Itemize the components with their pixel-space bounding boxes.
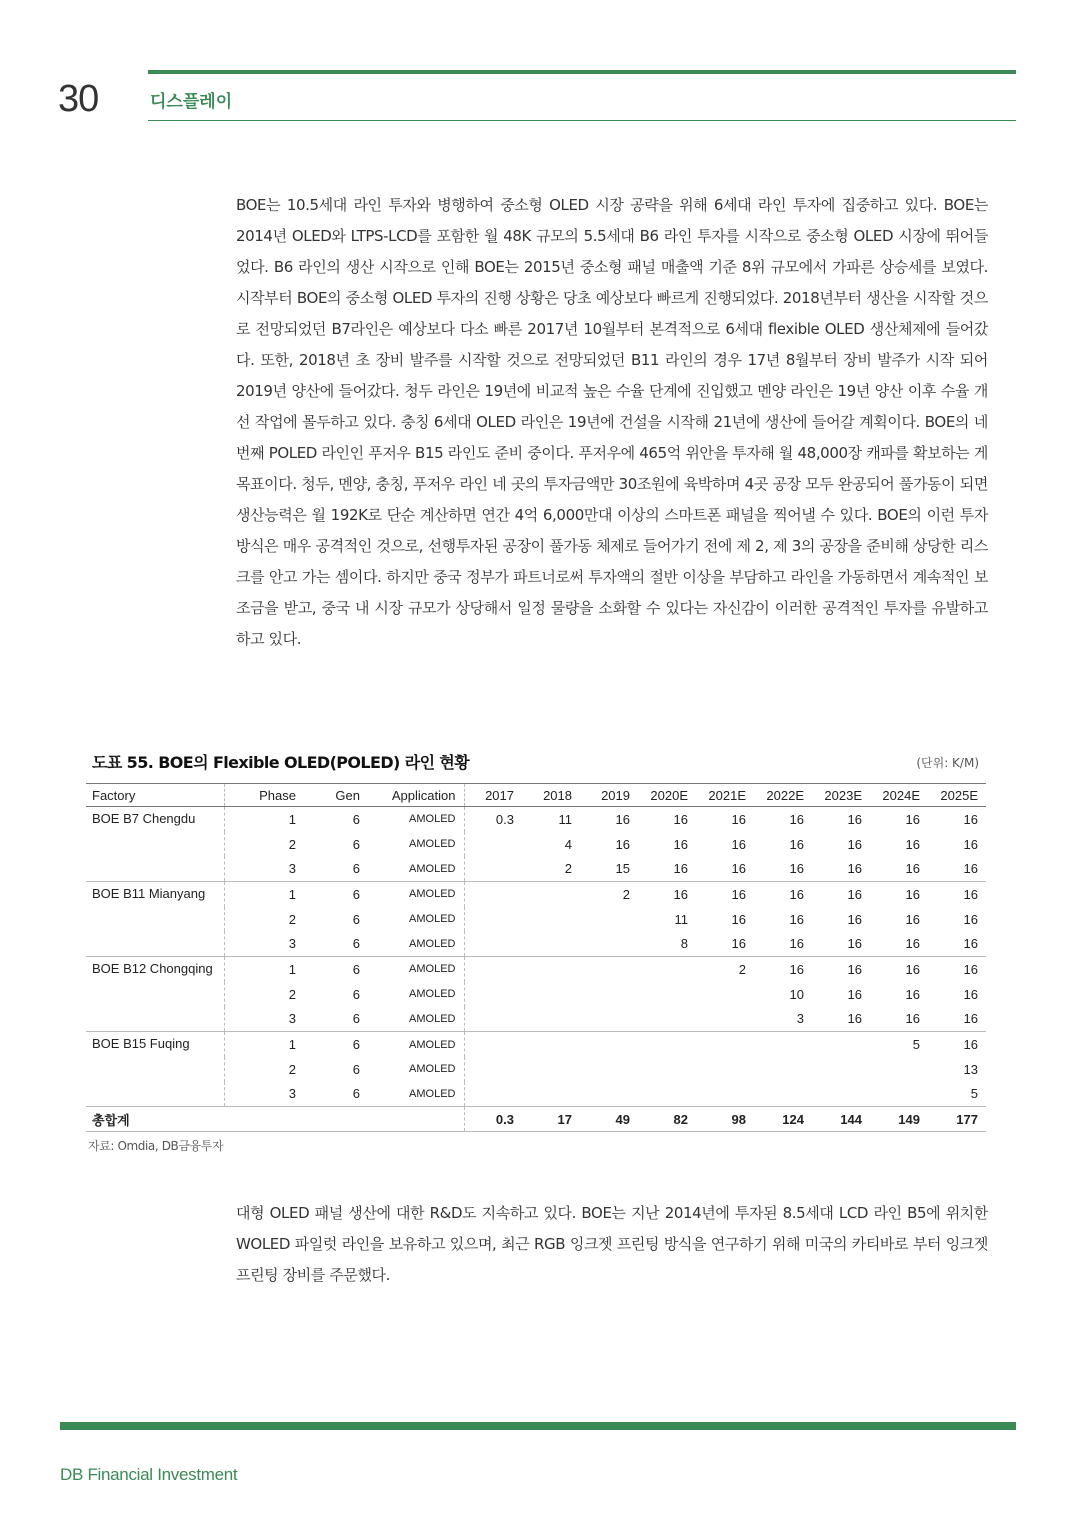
column-header: 2025E	[928, 784, 986, 807]
table-cell: 16	[905, 811, 920, 827]
body-paragraph-2: 대형 OLED 패널 생산에 대한 R&D도 지속하고 있다. BOE는 지난 2014년에 투자된 8.5세대 LCD 라인 B5에 위치한 WOLED 파일럿 라인을 보유하고 있으며, 최근 RGB 잉크젯 프린팅 방식을 연구하기 위해 미국의 카티바로 부터 잉크젯 프린팅 장비를 주문했다.	[236, 1204, 988, 1284]
table-cell	[580, 1007, 638, 1032]
table-cell	[638, 1082, 696, 1107]
table-cell: 2	[522, 856, 580, 881]
factory-cell: BOE B15 Fuqing	[86, 1032, 224, 1107]
factory-cell: BOE B12 Chongqing	[86, 957, 224, 1032]
table-cell: 16	[847, 911, 862, 927]
table-cell: AMOLED	[368, 1082, 464, 1107]
table-cell: 2	[224, 1057, 304, 1082]
table-cell	[522, 982, 580, 1007]
table-cell: 16	[905, 886, 920, 902]
column-header: 2018	[522, 784, 580, 807]
table-cell	[522, 1032, 580, 1057]
header-accent-bar	[148, 70, 1016, 74]
table-cell: AMOLED	[409, 988, 456, 1001]
table-cell: 16	[696, 856, 754, 881]
column-header: 2020E	[638, 784, 696, 807]
table-cell: 16	[905, 961, 920, 977]
table-cell: 16	[905, 836, 920, 852]
table-cell: 2	[738, 961, 746, 977]
total-cell: 177	[928, 1107, 986, 1132]
column-header: Gen	[304, 784, 368, 807]
table-cell: 16	[847, 811, 862, 827]
footer-accent-bar	[60, 1422, 1016, 1430]
table-cell	[580, 931, 638, 956]
column-header: 2022E	[754, 784, 812, 807]
column-header: 2023E	[812, 784, 870, 807]
table-cell: 16	[870, 931, 928, 956]
total-cell: 17	[522, 1107, 580, 1132]
table-cell	[464, 931, 522, 956]
table-cell: 6	[352, 886, 360, 902]
table-cell: AMOLED	[409, 838, 456, 851]
table-cell: 16	[928, 931, 986, 956]
table-cell	[464, 982, 522, 1007]
table-cell: AMOLED	[368, 1007, 464, 1032]
table-cell: 3	[224, 1007, 304, 1032]
table-cell: 6	[304, 931, 368, 956]
table-cell: 2	[224, 832, 304, 857]
table-cell	[638, 982, 696, 1007]
table-cell: AMOLED	[409, 1038, 456, 1051]
table-row	[86, 882, 986, 907]
table-cell: 11	[558, 811, 572, 827]
table-cell: 1	[224, 957, 304, 982]
table-cell: 2	[224, 907, 304, 932]
table-cell: 3	[224, 1082, 304, 1107]
table-cell: 16	[905, 986, 920, 1002]
table-header-row	[86, 784, 986, 807]
table-cell: 16	[847, 961, 862, 977]
body-paragraph-1: BOE는 10.5세대 라인 투자와 병행하여 중소형 OLED 시장 공략을 위해 6세대 라인 투자에 집중하고 있다. BOE는 2014년 OLED와 LTPS-LCD를 포함한 월 48K 규모의 5.5세대 B6 라인 투자를 시작으로 중소형 OLED 시장에 뛰어들었다. B6 라인의 생산 시작으로 인해 BOE는 2015년 중소형 패널 매출액 기준 8위 규모에서 가파른 상승세를 보였다. 시작부터 BOE의 중소형 OLED 투자의 진행 상황은 당초 예상보다 빠르게 진행되었다. 2018년부터 생산을 시작할 것으로 전망되었던 B7라인은 예상보다 다소 빠른 2017년 10월부터 본격적으로 6세대 flexible OLED 생산체제에 들어갔다. 또한, 2018년 초 장비 발주를 시작할 것으로 전망되었던 B11 라인의 경우 17년 8월부터 장비 발주가 시작 되어 2019년 양산에 들어갔다. 청두 라인은 19년에 비교적 높은 수율 단계에 진입했고 멘양 라인은 19년 양산 이후 수율 개선 작업에 몰두하고 있다. 충칭 6세대 OLED 라인은 19년에 건설을 시작해 21년에 생산에 들어갈 계획이다. BOE의 네번째 POLED 라인인 푸저우 B15 라인도 준비 중이다. 푸저우에 465억 위안을 투자해 월 48,000장 캐파를 확보하는 게 목표이다. 청두, 멘양, 충칭, 푸저우 라인 네 곳의 투자금액만 30조원에 육박하며 4곳 공장 모두 완공되어 풀가동이 되면 생산능력은 월 192K로 단순 계산하면 연간 4억 6,000만대 이상의 스마트폰 패널을 찍어낼 수 있다. BOE의 이런 투자 방식은 매우 공격적인 것으로, 선행투자된 공장이 풀가동 체제로 들어가기 전에 제 2, 제 3의 공장을 준비해 상당한 리스크를 안고 가는 셈이다. 하지만 중국 정부가 파트너로써 투자액의 절반 이상을 부담하고 라인을 가동하면서 계속적인 보조금을 받고, 중국 내 시장 규모가 상당해서 일정 물량을 소화할 수 있다는 자신감이 이러한 공격적인 투자를 유발하고 하고 있다.	[236, 196, 988, 648]
table-cell: 16	[812, 1007, 870, 1032]
table-cell: AMOLED	[368, 856, 464, 881]
table-cell	[580, 907, 638, 932]
table-cell: 16	[673, 836, 688, 852]
table-cell: 16	[789, 961, 804, 977]
table-cell: 6	[304, 1007, 368, 1032]
table-cell: AMOLED	[409, 1063, 456, 1076]
table-cell: AMOLED	[409, 888, 456, 901]
poled-line-table	[86, 783, 986, 1132]
total-cell: 124	[754, 1107, 812, 1132]
column-header: 2019	[580, 784, 638, 807]
table-cell: 6	[304, 856, 368, 881]
table-cell: 16	[731, 811, 746, 827]
table-cell: 16	[847, 886, 862, 902]
table-cell	[580, 1032, 638, 1057]
header-rule	[148, 120, 1016, 121]
page-number: 30	[58, 78, 99, 120]
table-cell: 16	[754, 931, 812, 956]
table-cell: 4	[564, 836, 572, 852]
table-cell	[464, 1057, 522, 1082]
table-cell	[580, 1057, 638, 1082]
table-cell	[638, 957, 696, 982]
table-cell: 6	[352, 1037, 360, 1053]
column-header: Application	[368, 784, 464, 807]
table-cell: 16	[905, 911, 920, 927]
table-cell: 16	[847, 836, 862, 852]
total-cell: 0.3	[464, 1107, 522, 1132]
table-cell: 16	[789, 911, 804, 927]
table-cell	[464, 957, 522, 982]
table-cell: 16	[754, 856, 812, 881]
table-cell: 16	[963, 911, 978, 927]
table-cell	[464, 907, 522, 932]
table-cell: 6	[352, 986, 360, 1002]
table-cell	[696, 1082, 754, 1107]
factory-cell: BOE B7 Chengdu	[86, 807, 224, 882]
total-cell: 49	[580, 1107, 638, 1132]
column-header: 2017	[464, 784, 522, 807]
table-cell: 16	[963, 886, 978, 902]
table-source: 자료: Omdia, DB금융투자	[88, 1139, 224, 1153]
table-cell: 16	[870, 856, 928, 881]
table-cell	[638, 1057, 696, 1082]
table-cell: 16	[812, 856, 870, 881]
table-cell	[754, 1057, 812, 1082]
section-title: 디스플레이	[150, 92, 233, 112]
table-cell: 2	[224, 982, 304, 1007]
table-cell: 1	[224, 882, 304, 907]
table-cell	[464, 1082, 522, 1107]
table-cell: 6	[304, 1082, 368, 1107]
table-cell: 16	[638, 856, 696, 881]
table-cell: AMOLED	[409, 963, 456, 976]
table-body	[86, 807, 986, 1132]
table-cell: 13	[963, 1061, 978, 1077]
table-cell	[696, 1007, 754, 1032]
table-cell: 16	[870, 1007, 928, 1032]
table-cell: 16	[696, 931, 754, 956]
table-cell: 16	[789, 811, 804, 827]
table-cell	[522, 931, 580, 956]
column-header: Factory	[86, 784, 224, 807]
table-cell: 16	[963, 1037, 978, 1053]
table-cell	[522, 1057, 580, 1082]
table-cell	[522, 907, 580, 932]
table-cell: 16	[615, 811, 630, 827]
table-cell: 6	[352, 1061, 360, 1077]
table-cell: 16	[789, 836, 804, 852]
table-row	[86, 957, 986, 982]
table-cell	[638, 1007, 696, 1032]
table-cell	[870, 1057, 928, 1082]
table-cell: AMOLED	[409, 913, 456, 926]
table-cell	[464, 1007, 522, 1032]
table-cell	[522, 1082, 580, 1107]
table-cell: 16	[731, 836, 746, 852]
table-cell	[464, 882, 522, 907]
table-cell: 6	[352, 811, 360, 827]
table-row	[86, 1032, 986, 1057]
table-cell: 16	[963, 986, 978, 1002]
table-cell	[464, 1032, 522, 1057]
total-label: 총합계	[86, 1107, 464, 1132]
table-cell	[812, 1082, 870, 1107]
table-cell: 11	[674, 911, 688, 927]
table-cell: 5	[912, 1037, 920, 1053]
table-cell: 16	[731, 886, 746, 902]
table-cell	[522, 957, 580, 982]
table-cell: 3	[754, 1007, 812, 1032]
table-caption: 도표 55. BOE의 Flexible OLED(POLED) 라인 현황	[92, 753, 470, 772]
table-cell: 16	[847, 986, 862, 1002]
table-cell: 16	[812, 931, 870, 956]
table-cell: 16	[963, 836, 978, 852]
table-cell	[870, 1082, 928, 1107]
table-cell	[522, 882, 580, 907]
table-cell: 16	[963, 811, 978, 827]
factory-cell: BOE B11 Mianyang	[86, 882, 224, 957]
table-cell: AMOLED	[368, 931, 464, 956]
table-cell: 0.3	[464, 807, 522, 832]
table-cell	[754, 1032, 812, 1057]
table-cell: 1	[224, 807, 304, 832]
table-cell	[580, 982, 638, 1007]
total-row	[86, 1107, 986, 1132]
table-cell	[696, 1032, 754, 1057]
total-cell: 149	[870, 1107, 928, 1132]
table-cell: 16	[615, 836, 630, 852]
table-row	[86, 807, 986, 832]
table-cell	[754, 1082, 812, 1107]
total-cell: 82	[638, 1107, 696, 1132]
table-cell: 15	[580, 856, 638, 881]
table-cell	[696, 982, 754, 1007]
table-cell	[638, 1032, 696, 1057]
table-cell	[812, 1057, 870, 1082]
table-cell	[464, 832, 522, 857]
column-header: 2024E	[870, 784, 928, 807]
table-cell	[696, 1057, 754, 1082]
table-cell: 16	[673, 811, 688, 827]
table-cell: 16	[928, 856, 986, 881]
table-cell	[464, 856, 522, 881]
table-cell: 6	[352, 911, 360, 927]
table-cell: 16	[963, 961, 978, 977]
table-unit: (단위: K/M)	[916, 756, 979, 770]
table-cell: 16	[731, 911, 746, 927]
table-cell: 6	[352, 961, 360, 977]
table-cell: 8	[638, 931, 696, 956]
column-header: 2021E	[696, 784, 754, 807]
table-cell: 1	[224, 1032, 304, 1057]
table-cell: 16	[673, 886, 688, 902]
table-cell	[522, 1007, 580, 1032]
table-cell	[812, 1032, 870, 1057]
table-cell: 6	[352, 836, 360, 852]
table-cell	[580, 1082, 638, 1107]
column-header: Phase	[224, 784, 304, 807]
table-cell	[580, 957, 638, 982]
table-cell: 16	[789, 886, 804, 902]
table-cell: 3	[224, 931, 304, 956]
table-cell: 2	[622, 886, 630, 902]
table-cell: 5	[928, 1082, 986, 1107]
total-cell: 98	[696, 1107, 754, 1132]
footer-company-name: DB Financial Investment	[60, 1465, 238, 1484]
table-cell: AMOLED	[409, 813, 456, 826]
total-cell: 144	[812, 1107, 870, 1132]
table-cell: 16	[928, 1007, 986, 1032]
table-cell: 3	[224, 856, 304, 881]
table-cell: 10	[789, 986, 804, 1002]
